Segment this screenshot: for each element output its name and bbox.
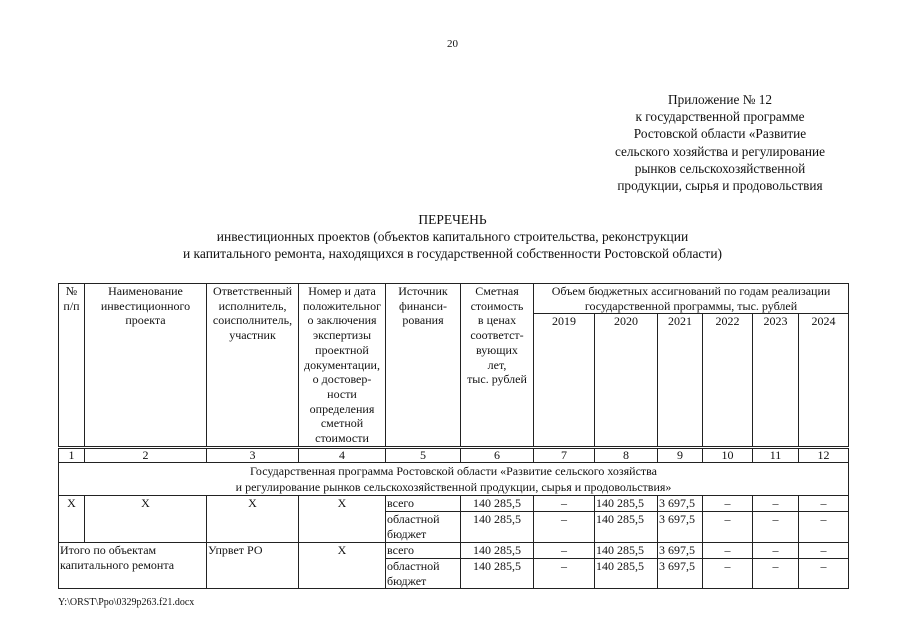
title-subtitle: инвестиционных проектов (объектов капитального строительства, реконструкции и капитального ремонта, находящихся в государственной собственности Ростовской области) <box>182 229 723 262</box>
investment-projects-table <box>58 283 849 589</box>
column-number: 8 <box>595 448 658 463</box>
cell-totals-label: Итого по объектам капитального ремонта <box>59 542 207 588</box>
column-numbers-row <box>59 448 849 463</box>
cell-2020: 140 285,5 <box>595 512 658 542</box>
cell-2019: – <box>534 512 595 542</box>
table-row <box>59 496 849 512</box>
cell-2022: – <box>703 542 753 558</box>
header-executor: Ответственный исполнитель, соисполнитель, участник <box>207 284 299 448</box>
cell-2023: – <box>753 496 799 512</box>
column-number: 9 <box>658 448 703 463</box>
header-source: Источник финанси- рования <box>386 284 461 448</box>
cell-source: областной бюджет <box>386 558 461 588</box>
cell-2020: 140 285,5 <box>595 496 658 512</box>
header-year: 2024 <box>799 314 849 448</box>
header-budget: Объем бюджетных ассигнований по годам реализации государственной программы, тыс. рублей <box>534 284 849 314</box>
cell-source: всего <box>386 496 461 512</box>
header-year: 2020 <box>595 314 658 448</box>
cell-estimate: 140 285,5 <box>461 496 534 512</box>
cell-source: областной бюджет <box>386 512 461 542</box>
cell-2024: – <box>799 558 849 588</box>
cell-expertise: X <box>299 496 386 542</box>
column-number: 2 <box>85 448 207 463</box>
column-number: 6 <box>461 448 534 463</box>
column-number: 7 <box>534 448 595 463</box>
cell-estimate: 140 285,5 <box>461 512 534 542</box>
cell-2020: 140 285,5 <box>595 542 658 558</box>
column-number: 3 <box>207 448 299 463</box>
section-title: Государственная программа Ростовской области «Развитие сельского хозяйства и регулирование рынков сельскохозяйственной продукции, сырья и продовольствия» <box>59 463 849 496</box>
cell-expertise: X <box>299 542 386 588</box>
header-year: 2022 <box>703 314 753 448</box>
header-estimate: Сметная стоимость в ценах соответст- вующих лет, тыс. рублей <box>461 284 534 448</box>
column-number: 11 <box>753 448 799 463</box>
cell-2024: – <box>799 542 849 558</box>
cell-num: X <box>59 496 85 542</box>
column-number: 12 <box>799 448 849 463</box>
column-number: 5 <box>386 448 461 463</box>
cell-2023: – <box>753 512 799 542</box>
column-number: 4 <box>299 448 386 463</box>
header-row <box>59 284 849 314</box>
title-heading: ПЕРЕЧЕНЬ <box>418 212 487 227</box>
column-number: 1 <box>59 448 85 463</box>
cell-2022: – <box>703 496 753 512</box>
cell-2021: 3 697,5 <box>658 542 703 558</box>
section-row <box>59 463 849 496</box>
header-num: № п/п <box>59 284 85 448</box>
header-year: 2021 <box>658 314 703 448</box>
cell-2024: – <box>799 512 849 542</box>
cell-2023: – <box>753 542 799 558</box>
cell-2022: – <box>703 558 753 588</box>
cell-2024: – <box>799 496 849 512</box>
cell-2019: – <box>534 496 595 512</box>
cell-2019: – <box>534 558 595 588</box>
cell-2021: 3 697,5 <box>658 512 703 542</box>
cell-project: X <box>85 496 207 542</box>
page-number: 20 <box>447 38 458 50</box>
cell-2020: 140 285,5 <box>595 558 658 588</box>
cell-source: всего <box>386 542 461 558</box>
totals-row <box>59 542 849 558</box>
cell-2023: – <box>753 558 799 588</box>
cell-estimate: 140 285,5 <box>461 558 534 588</box>
document-title <box>100 211 805 263</box>
cell-executor: X <box>207 496 299 542</box>
cell-executor: Упрвет РО <box>207 542 299 588</box>
header-expertise: Номер и дата положительног о заключения экспертизы проектной документации, о достовер- ности определения сметной стоимости <box>299 284 386 448</box>
column-number: 10 <box>703 448 753 463</box>
header-project: Наименование инвестиционного проекта <box>85 284 207 448</box>
cell-2021: 3 697,5 <box>658 558 703 588</box>
cell-estimate: 140 285,5 <box>461 542 534 558</box>
cell-2019: – <box>534 542 595 558</box>
file-path-footer: Y:\ORST\Ppo\0329p263.f21.docx <box>58 597 195 608</box>
cell-2022: – <box>703 512 753 542</box>
cell-2021: 3 697,5 <box>658 496 703 512</box>
header-year: 2019 <box>534 314 595 448</box>
header-year: 2023 <box>753 314 799 448</box>
appendix-note: Приложение № 12 к государственной программе Ростовской области «Развитие сельского хозяйства и регулирование рынков сельскохозяйственной продукции, сырья и продовольствия <box>614 92 826 194</box>
